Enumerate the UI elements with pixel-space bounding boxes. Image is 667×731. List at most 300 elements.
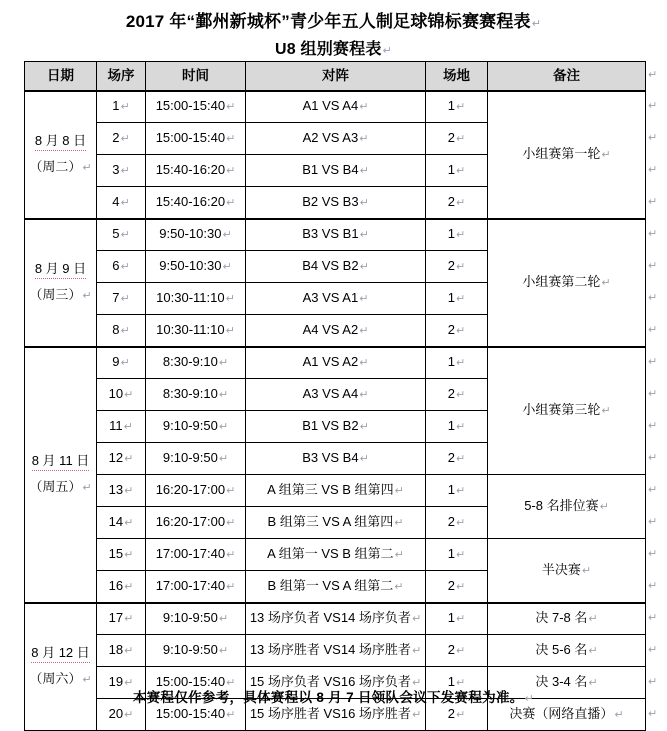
paragraph-mark-icon: ↵ bbox=[456, 101, 466, 114]
paragraph-mark-icon: ↵ bbox=[82, 162, 92, 174]
match-venue: 2 bbox=[447, 130, 455, 145]
match-fixture-cell bbox=[246, 251, 426, 283]
match-date: 8 月 12 日 bbox=[31, 645, 90, 663]
paragraph-mark-icon: ↵ bbox=[218, 421, 229, 433]
paragraph-mark-icon: ↵ bbox=[359, 389, 369, 401]
match-fixture: B4 VS B2 bbox=[302, 258, 359, 273]
match-number-cell bbox=[97, 443, 146, 475]
paragraph-mark-icon: ↵ bbox=[456, 453, 466, 465]
match-fixture: B1 VS B2 bbox=[302, 418, 359, 433]
match-number-cell bbox=[97, 411, 146, 443]
match-number: 14 bbox=[108, 514, 124, 529]
match-weekday: （周五）↵ bbox=[29, 479, 92, 494]
match-time: 15:40-16:20 bbox=[155, 162, 226, 177]
match-time-cell bbox=[146, 635, 246, 667]
paragraph-mark-icon: ↵ bbox=[359, 133, 369, 145]
match-remark: 半决赛 bbox=[541, 561, 581, 577]
paragraph-mark-icon: ↵ bbox=[456, 293, 466, 305]
document-subtitle-text: U8 组别赛程表 bbox=[275, 41, 382, 58]
match-venue-cell bbox=[426, 475, 488, 507]
match-time: 15:00-15:40 bbox=[155, 98, 226, 114]
paragraph-mark-icon: ↵ bbox=[601, 277, 611, 289]
match-fixture: 13 场序负者 VS14 场序负者 bbox=[249, 610, 411, 626]
match-number-cell bbox=[97, 635, 146, 667]
match-number: 18 bbox=[108, 642, 124, 657]
match-number-cell bbox=[97, 571, 146, 603]
match-number-cell bbox=[97, 507, 146, 539]
paragraph-mark-icon: ↵ bbox=[648, 356, 658, 368]
paragraph-mark-icon: ↵ bbox=[359, 357, 369, 370]
match-fixture: 13 场序胜者 VS14 场序胜者 bbox=[249, 642, 411, 657]
paragraph-mark-icon: ↵ bbox=[120, 229, 130, 242]
paragraph-mark-icon: ↵ bbox=[359, 101, 369, 114]
paragraph-mark-icon: ↵ bbox=[120, 261, 130, 273]
match-venue: 2 bbox=[447, 642, 455, 657]
match-number: 10 bbox=[108, 386, 124, 401]
paragraph-mark-icon: ↵ bbox=[456, 645, 466, 657]
match-number-cell bbox=[97, 123, 146, 155]
match-venue: 2 bbox=[447, 514, 455, 529]
paragraph-mark-icon: ↵ bbox=[599, 501, 609, 513]
match-remark-cell bbox=[488, 347, 646, 475]
match-time: 9:50-10:30 bbox=[159, 226, 222, 242]
paragraph-mark-icon: ↵ bbox=[394, 485, 404, 497]
match-venue-cell bbox=[426, 251, 488, 283]
match-remark: 5-8 名排位赛 bbox=[524, 498, 599, 513]
paragraph-mark-icon: ↵ bbox=[648, 516, 658, 528]
match-time: 15:00-15:40 bbox=[155, 130, 226, 145]
match-fixture: A3 VS A1 bbox=[302, 290, 359, 305]
match-number-cell bbox=[97, 603, 146, 635]
paragraph-mark-icon: ↵ bbox=[120, 324, 130, 337]
paragraph-mark-icon: ↵ bbox=[588, 645, 598, 657]
paragraph-mark-icon: ↵ bbox=[226, 196, 236, 209]
match-fixture-cell bbox=[246, 379, 426, 411]
match-number: 13 bbox=[108, 482, 124, 497]
match-weekday: （周三）↵ bbox=[29, 287, 92, 302]
footer-note bbox=[0, 686, 667, 706]
match-fixture-cell bbox=[246, 635, 426, 667]
paragraph-mark-icon: ↵ bbox=[456, 357, 466, 370]
paragraph-mark-icon: ↵ bbox=[218, 613, 229, 626]
paragraph-mark-icon: ↵ bbox=[124, 709, 134, 721]
table-row bbox=[25, 347, 646, 379]
paragraph-mark-icon: ↵ bbox=[124, 677, 134, 689]
column-header-time: 时间 bbox=[146, 62, 246, 91]
paragraph-mark-icon: ↵ bbox=[648, 452, 658, 464]
paragraph-mark-icon: ↵ bbox=[648, 420, 658, 432]
match-venue: 1 bbox=[447, 98, 455, 114]
match-remark-cell bbox=[488, 635, 646, 667]
match-number: 20 bbox=[108, 706, 124, 721]
paragraph-mark-icon: ↵ bbox=[123, 421, 133, 433]
paragraph-mark-icon: ↵ bbox=[359, 324, 369, 337]
paragraph-mark-icon: ↵ bbox=[359, 261, 369, 273]
paragraph-mark-icon: ↵ bbox=[411, 613, 422, 626]
paragraph-mark-icon: ↵ bbox=[124, 549, 134, 561]
table-row bbox=[25, 539, 646, 571]
paragraph-mark-icon: ↵ bbox=[124, 645, 134, 657]
match-date: 8 月 8 日 bbox=[35, 133, 86, 151]
match-time-cell bbox=[146, 219, 246, 251]
paragraph-mark-icon: ↵ bbox=[648, 164, 658, 176]
match-number-cell bbox=[97, 155, 146, 187]
match-venue-cell bbox=[426, 283, 488, 315]
paragraph-mark-icon: ↵ bbox=[456, 389, 466, 401]
match-fixture-cell bbox=[246, 507, 426, 539]
table-row bbox=[25, 603, 646, 635]
match-time-cell bbox=[146, 315, 246, 347]
paragraph-mark-icon: ↵ bbox=[411, 645, 422, 657]
paragraph-mark-icon: ↵ bbox=[226, 677, 236, 689]
paragraph-mark-icon: ↵ bbox=[456, 261, 466, 273]
match-venue-cell bbox=[426, 187, 488, 219]
paragraph-mark-icon: ↵ bbox=[648, 324, 658, 336]
paragraph-mark-icon: ↵ bbox=[531, 18, 542, 30]
match-time: 9:10-9:50 bbox=[162, 450, 218, 465]
match-venue: 2 bbox=[447, 193, 455, 209]
match-venue-cell bbox=[426, 123, 488, 155]
match-venue: 1 bbox=[447, 482, 455, 497]
match-number: 6 bbox=[112, 258, 120, 273]
paragraph-mark-icon: ↵ bbox=[394, 517, 404, 529]
paragraph-mark-icon: ↵ bbox=[124, 485, 134, 497]
paragraph-mark-icon: ↵ bbox=[456, 485, 466, 497]
match-number-cell bbox=[97, 251, 146, 283]
paragraph-mark-icon: ↵ bbox=[456, 421, 466, 433]
match-time-cell bbox=[146, 187, 246, 219]
match-venue-cell bbox=[426, 155, 488, 187]
match-fixture: B1 VS B4 bbox=[302, 162, 359, 177]
match-fixture: B3 VS B4 bbox=[302, 450, 359, 465]
match-venue: 1 bbox=[447, 674, 455, 689]
paragraph-mark-icon: ↵ bbox=[411, 677, 422, 689]
match-venue: 2 bbox=[447, 450, 455, 465]
match-fixture: A4 VS A2 bbox=[302, 321, 359, 337]
match-number-cell bbox=[97, 219, 146, 251]
match-time-cell bbox=[146, 251, 246, 283]
paragraph-mark-icon: ↵ bbox=[82, 290, 92, 302]
document-subtitle bbox=[0, 38, 667, 63]
footer-note-text: 本赛程仅作参考，具体赛程以 8 月 7 日领队会议下发赛程为准。 bbox=[132, 690, 524, 705]
paragraph-mark-icon: ↵ bbox=[226, 133, 236, 145]
paragraph-mark-icon: ↵ bbox=[456, 613, 466, 626]
paragraph-mark-icon: ↵ bbox=[226, 549, 236, 561]
column-header-venue: 场地 bbox=[426, 62, 488, 91]
table-row bbox=[25, 219, 646, 251]
table-header-row bbox=[25, 62, 646, 91]
paragraph-mark-icon: ↵ bbox=[222, 229, 232, 242]
match-remark-cell bbox=[488, 475, 646, 539]
match-remark-cell bbox=[488, 91, 646, 219]
match-number: 9 bbox=[112, 354, 120, 370]
column-header-remark: 备注 bbox=[488, 62, 646, 91]
paragraph-mark-icon: ↵ bbox=[588, 677, 598, 689]
paragraph-mark-icon: ↵ bbox=[456, 517, 466, 529]
match-fixture: A 组第三 VS B 组第四 bbox=[267, 482, 394, 497]
paragraph-mark-icon: ↵ bbox=[226, 580, 236, 593]
match-time: 15:40-16:20 bbox=[155, 193, 226, 209]
match-time-cell bbox=[146, 571, 246, 603]
match-time: 17:00-17:40 bbox=[155, 577, 226, 593]
schedule-table bbox=[24, 61, 646, 731]
paragraph-mark-icon: ↵ bbox=[359, 165, 369, 177]
match-venue-cell bbox=[426, 571, 488, 603]
paragraph-mark-icon: ↵ bbox=[218, 645, 229, 657]
paragraph-mark-icon: ↵ bbox=[124, 389, 134, 401]
match-venue: 1 bbox=[447, 226, 455, 242]
paragraph-mark-icon: ↵ bbox=[456, 229, 466, 242]
match-number-cell bbox=[97, 379, 146, 411]
paragraph-mark-icon: ↵ bbox=[648, 292, 658, 304]
match-time-cell bbox=[146, 155, 246, 187]
match-time-cell bbox=[146, 443, 246, 475]
document-title-text: 2017 年“鄞州新城杯”青少年五人制足球锦标赛赛程表 bbox=[125, 12, 531, 31]
right-margin-paragraph-marks bbox=[648, 61, 666, 730]
paragraph-mark-icon: ↵ bbox=[226, 709, 236, 721]
match-venue-cell bbox=[426, 315, 488, 347]
match-remark-cell bbox=[488, 603, 646, 635]
paragraph-mark-icon: ↵ bbox=[120, 196, 130, 209]
paragraph-mark-icon: ↵ bbox=[601, 405, 611, 418]
paragraph-mark-icon: ↵ bbox=[218, 357, 229, 370]
paragraph-mark-icon: ↵ bbox=[124, 453, 134, 465]
match-number: 16 bbox=[108, 577, 124, 593]
table-body bbox=[25, 91, 646, 731]
match-date-cell bbox=[25, 347, 97, 603]
match-fixture: B3 VS B1 bbox=[302, 226, 359, 242]
paragraph-mark-icon: ↵ bbox=[225, 293, 235, 305]
paragraph-mark-icon: ↵ bbox=[648, 708, 658, 720]
paragraph-mark-icon: ↵ bbox=[648, 260, 658, 272]
paragraph-mark-icon: ↵ bbox=[359, 196, 369, 209]
match-time: 8:30-9:10 bbox=[162, 386, 218, 401]
match-date: 8 月 11 日 bbox=[32, 453, 90, 471]
match-time-cell bbox=[146, 347, 246, 379]
paragraph-mark-icon: ↵ bbox=[225, 324, 235, 337]
paragraph-mark-icon: ↵ bbox=[648, 388, 658, 400]
match-number-cell bbox=[97, 283, 146, 315]
match-fixture: A 组第一 VS B 组第二 bbox=[267, 546, 394, 561]
column-header-fixture: 对阵 bbox=[246, 62, 426, 91]
match-weekday: （周二）↵ bbox=[29, 159, 92, 174]
match-venue: 2 bbox=[447, 386, 455, 401]
paragraph-mark-icon: ↵ bbox=[648, 196, 658, 208]
paragraph-mark-icon: ↵ bbox=[394, 549, 404, 561]
match-number: 15 bbox=[108, 546, 124, 561]
match-time: 15:00-15:40 bbox=[155, 674, 226, 689]
match-time: 10:30-11:10 bbox=[156, 290, 225, 305]
match-date: 8 月 9 日 bbox=[35, 261, 86, 279]
match-number-cell bbox=[97, 539, 146, 571]
match-remark: 决 3-4 名 bbox=[535, 674, 588, 689]
paragraph-mark-icon: ↵ bbox=[382, 45, 392, 57]
paragraph-mark-icon: ↵ bbox=[648, 69, 658, 81]
document-title bbox=[0, 10, 667, 36]
paragraph-mark-icon: ↵ bbox=[226, 101, 236, 114]
match-fixture: 15 场序胜者 VS16 场序胜者 bbox=[249, 706, 411, 721]
match-venue: 2 bbox=[447, 321, 455, 337]
match-date-cell bbox=[25, 91, 97, 219]
paragraph-mark-icon: ↵ bbox=[394, 580, 404, 593]
match-number-cell bbox=[97, 315, 146, 347]
paragraph-mark-icon: ↵ bbox=[648, 676, 658, 688]
match-fixture: A1 VS A4 bbox=[302, 98, 359, 114]
paragraph-mark-icon: ↵ bbox=[648, 644, 658, 656]
match-time: 15:00-15:40 bbox=[155, 706, 226, 721]
match-date-cell bbox=[25, 603, 97, 731]
match-fixture-cell bbox=[246, 155, 426, 187]
paragraph-mark-icon: ↵ bbox=[218, 453, 229, 465]
match-remark: 小组赛第三轮 bbox=[522, 402, 601, 418]
match-number: 11 bbox=[109, 418, 123, 433]
paragraph-mark-icon: ↵ bbox=[120, 133, 130, 145]
document-title-block bbox=[0, 0, 667, 63]
match-venue-cell bbox=[426, 91, 488, 123]
paragraph-mark-icon: ↵ bbox=[359, 229, 369, 242]
match-fixture-cell bbox=[246, 411, 426, 443]
match-venue: 1 bbox=[447, 290, 455, 305]
paragraph-mark-icon: ↵ bbox=[648, 612, 658, 624]
match-fixture-cell bbox=[246, 123, 426, 155]
paragraph-mark-icon: ↵ bbox=[226, 485, 236, 497]
paragraph-mark-icon: ↵ bbox=[456, 165, 466, 177]
match-time-cell bbox=[146, 475, 246, 507]
match-time-cell bbox=[146, 283, 246, 315]
match-number: 8 bbox=[112, 321, 120, 337]
match-fixture-cell bbox=[246, 347, 426, 379]
match-venue: 1 bbox=[447, 354, 455, 370]
table-header bbox=[25, 62, 646, 91]
paragraph-mark-icon: ↵ bbox=[120, 293, 130, 305]
paragraph-mark-icon: ↵ bbox=[456, 677, 466, 689]
match-fixture-cell bbox=[246, 603, 426, 635]
paragraph-mark-icon: ↵ bbox=[456, 196, 466, 209]
match-time-cell bbox=[146, 603, 246, 635]
paragraph-mark-icon: ↵ bbox=[124, 613, 134, 626]
schedule-table-container bbox=[24, 61, 645, 731]
match-remark: 决 7-8 名 bbox=[535, 610, 588, 626]
match-number: 12 bbox=[108, 450, 124, 465]
paragraph-mark-icon: ↵ bbox=[614, 709, 624, 721]
match-venue-cell bbox=[426, 539, 488, 571]
match-fixture-cell bbox=[246, 283, 426, 315]
paragraph-mark-icon: ↵ bbox=[524, 693, 535, 705]
match-number: 17 bbox=[108, 610, 124, 626]
match-venue: 2 bbox=[447, 577, 455, 593]
match-number-cell bbox=[97, 187, 146, 219]
paragraph-mark-icon: ↵ bbox=[120, 357, 130, 370]
match-time: 8:30-9:10 bbox=[162, 354, 218, 370]
match-venue-cell bbox=[426, 219, 488, 251]
match-number: 4 bbox=[112, 193, 120, 209]
column-header-match-no: 场序 bbox=[97, 62, 146, 91]
paragraph-mark-icon: ↵ bbox=[82, 674, 92, 687]
match-fixture: B2 VS B3 bbox=[302, 193, 359, 209]
paragraph-mark-icon: ↵ bbox=[359, 453, 369, 465]
paragraph-mark-icon: ↵ bbox=[120, 165, 130, 177]
match-time-cell bbox=[146, 379, 246, 411]
match-time: 16:20-17:00 bbox=[155, 482, 226, 497]
match-fixture-cell bbox=[246, 187, 426, 219]
paragraph-mark-icon: ↵ bbox=[648, 548, 658, 560]
paragraph-mark-icon: ↵ bbox=[456, 549, 466, 561]
paragraph-mark-icon: ↵ bbox=[120, 101, 130, 114]
match-venue: 2 bbox=[447, 706, 455, 721]
match-fixture-cell bbox=[246, 571, 426, 603]
paragraph-mark-icon: ↵ bbox=[648, 484, 658, 496]
paragraph-mark-icon: ↵ bbox=[648, 228, 658, 240]
match-weekday: （周六）↵ bbox=[29, 671, 92, 687]
match-time-cell bbox=[146, 539, 246, 571]
paragraph-mark-icon: ↵ bbox=[456, 709, 466, 721]
column-header-date: 日期 bbox=[25, 62, 97, 91]
paragraph-mark-icon: ↵ bbox=[456, 580, 466, 593]
match-number-cell bbox=[97, 91, 146, 123]
match-remark-cell bbox=[488, 219, 646, 347]
paragraph-mark-icon: ↵ bbox=[588, 613, 598, 626]
match-time: 9:10-9:50 bbox=[162, 418, 218, 433]
match-venue-cell bbox=[426, 443, 488, 475]
match-number: 5 bbox=[112, 226, 120, 242]
match-venue: 1 bbox=[447, 162, 455, 177]
match-remark: 决赛（网络直播） bbox=[509, 706, 614, 721]
match-number-cell bbox=[97, 347, 146, 379]
match-time: 16:20-17:00 bbox=[155, 514, 226, 529]
match-fixture: B 组第一 VS A 组第二 bbox=[267, 577, 394, 593]
match-venue-cell bbox=[426, 347, 488, 379]
match-time-cell bbox=[146, 123, 246, 155]
match-remark: 决 5-6 名 bbox=[535, 642, 588, 657]
match-venue: 1 bbox=[447, 546, 455, 561]
match-number: 7 bbox=[112, 290, 120, 305]
match-fixture: B 组第三 VS A 组第四 bbox=[267, 514, 394, 529]
paragraph-mark-icon: ↵ bbox=[456, 133, 466, 145]
match-fixture: A3 VS A4 bbox=[302, 386, 359, 401]
paragraph-mark-icon: ↵ bbox=[648, 580, 658, 592]
paragraph-mark-icon: ↵ bbox=[581, 564, 592, 577]
match-number: 19 bbox=[108, 674, 124, 689]
paragraph-mark-icon: ↵ bbox=[124, 580, 134, 593]
match-fixture: A2 VS A3 bbox=[302, 130, 359, 145]
match-number: 3 bbox=[112, 162, 120, 177]
paragraph-mark-icon: ↵ bbox=[222, 261, 232, 273]
match-time-cell bbox=[146, 507, 246, 539]
table-row bbox=[25, 475, 646, 507]
match-venue: 2 bbox=[447, 258, 455, 273]
match-fixture: A1 VS A2 bbox=[302, 354, 359, 370]
match-time: 9:50-10:30 bbox=[159, 258, 222, 273]
match-time: 9:10-9:50 bbox=[162, 642, 218, 657]
table-row bbox=[25, 91, 646, 123]
match-venue-cell bbox=[426, 411, 488, 443]
match-number: 2 bbox=[112, 130, 120, 145]
paragraph-mark-icon: ↵ bbox=[82, 482, 92, 494]
paragraph-mark-icon: ↵ bbox=[648, 132, 658, 144]
match-remark: 小组赛第二轮 bbox=[522, 274, 601, 289]
match-time-cell bbox=[146, 91, 246, 123]
match-time-cell bbox=[146, 411, 246, 443]
paragraph-mark-icon: ↵ bbox=[124, 517, 134, 529]
match-venue: 1 bbox=[447, 418, 455, 433]
match-number-cell bbox=[97, 475, 146, 507]
match-time: 9:10-9:50 bbox=[162, 610, 218, 626]
match-time: 10:30-11:10 bbox=[156, 321, 225, 337]
paragraph-mark-icon: ↵ bbox=[359, 421, 369, 433]
paragraph-mark-icon: ↵ bbox=[411, 709, 422, 721]
match-venue-cell bbox=[426, 507, 488, 539]
match-fixture-cell bbox=[246, 315, 426, 347]
